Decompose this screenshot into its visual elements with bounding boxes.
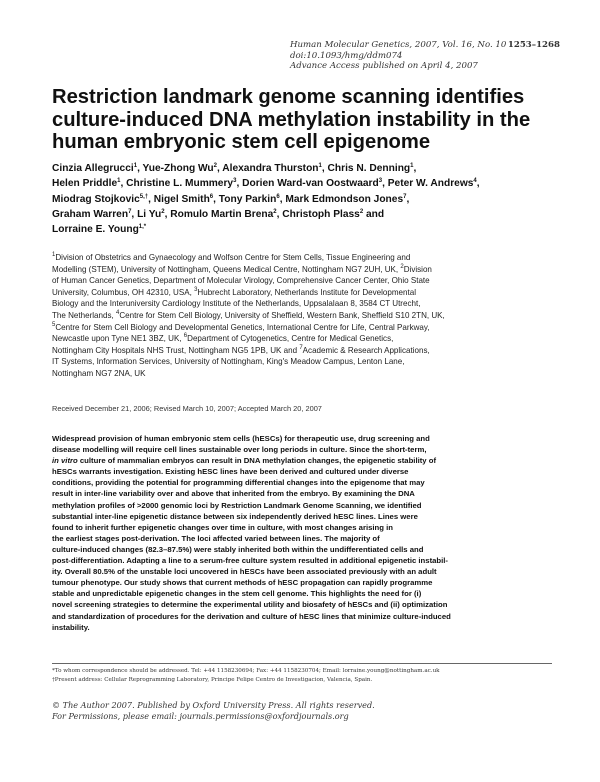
affiliation-marker: 6	[209, 193, 214, 200]
text-run: ,	[476, 178, 480, 190]
text-run: Newcastle upon Tyne NE1 3BZ, UK,	[52, 334, 184, 344]
text-run: University, Columbus, OH 42310, USA,	[52, 287, 195, 297]
text-run: Graham Warren	[52, 208, 129, 220]
text-run: methylation profiles of >2000 genomic loci by Restriction Landmark Genome Scanning, we identified	[52, 500, 422, 510]
affiliation-marker: 1	[52, 252, 56, 258]
article-title	[52, 86, 552, 154]
text-run: Helen Priddle	[52, 178, 118, 190]
author-line	[52, 176, 552, 191]
text-run: Centre for Stem Cell Biology, University of Sheffield, Western Bank, Sheffield S10 2TN, UK,	[119, 310, 445, 320]
text-run: †Present address: Cellular Reprogramming Laboratory, Principe Felipe Centro de Investigacion, Valencia, Spain.	[52, 676, 373, 683]
abstract-line	[52, 455, 552, 466]
title-line: Restriction landmark genome scanning identifies	[52, 86, 525, 108]
text-run: IT Systems, Information Services, University of Nottingham, King's Meadow Campus, Lenton Lane,	[52, 357, 405, 367]
permissions-line: For Permissions, please email: journals.permissions@oxfordjournals.org	[52, 711, 349, 722]
abstract-line	[52, 477, 552, 488]
received-dates: Received December 21, 2006; Revised March 10, 2007; Accepted March 20, 2007	[52, 404, 322, 413]
affiliation-marker: 2	[213, 163, 217, 169]
affiliations	[52, 252, 552, 380]
doi-line: doi:10.1093/hmg/ddm074	[290, 50, 403, 61]
text-run: instability.	[52, 622, 90, 632]
text-run: Department of Cytogenetics, Centre for Medical Genetics,	[187, 334, 394, 344]
affiliation-marker: 4	[473, 178, 477, 185]
text-run: Modelling (STEM), University of Nottingham, Queens Medical Centre, Nottingham NG7 2UH, UK,	[52, 264, 401, 274]
text-run: Miodrag Stojkovic	[52, 193, 140, 205]
affiliation-marker: 7	[403, 193, 407, 200]
text-run: found to inherit further epigenetic changes over time in culture, with most changes arising in	[52, 522, 393, 532]
text-run: , Mark Edmondson Jones	[279, 193, 404, 205]
affiliation-marker: 1	[117, 178, 121, 185]
affiliation-line	[52, 264, 552, 276]
affiliation-line	[52, 322, 552, 334]
text-run: tumour phenotype. Our study shows that current methods of hESC propagation can rapidly programme	[52, 578, 433, 588]
text-run: the earliest stages post-derivation. The loci affected varied between lines. The majority of	[52, 533, 380, 543]
abstract-line	[52, 522, 552, 533]
affiliation-marker: 1	[318, 163, 322, 169]
text-run: , Dorien Ward-van Oostwaard	[236, 178, 379, 190]
journal-citation-row	[290, 40, 560, 51]
abstract-line	[52, 555, 552, 566]
affiliation-line	[52, 275, 552, 287]
footnote-divider	[52, 663, 552, 664]
footnotes	[52, 667, 552, 684]
affiliation-marker: 5,†	[139, 193, 149, 200]
text-run: , Chris N. Denning	[321, 163, 411, 174]
affiliation-line	[52, 368, 552, 380]
affiliation-line	[52, 345, 552, 357]
copyright-notice	[52, 700, 552, 723]
affiliation-line	[52, 356, 552, 368]
abstract-line	[52, 588, 552, 599]
text-run: stable and unpredictable epigenetic changes in the stem cell genome. This highlights the need for (i)	[52, 589, 422, 599]
text-run: Nottingham City Hospitals NHS Trust, Nottingham NG5 1PB, UK and	[52, 345, 300, 355]
journal-header	[290, 40, 560, 72]
author-line	[52, 207, 552, 222]
abstract-line	[52, 433, 552, 444]
text-run: , Christoph Plass	[276, 208, 360, 220]
title-line: human embryonic stem cell epigenome	[52, 131, 431, 153]
text-run: Biology and the Interuniversity Cardiology Institute of the Netherlands, Uppsalalaan 8, 3584 CT Utrecht,	[52, 299, 421, 309]
affiliation-marker: 7	[299, 344, 303, 351]
text-run: , Tony Parkin	[213, 193, 277, 205]
text-run: disease modelling will require cell lines sustainable over long periods in culture. Since the short-term,	[52, 445, 427, 455]
text-run: , Romulo Martin Brena	[164, 208, 274, 220]
text-run: of Human Cancer Genetics, Department of Molecular Virology, Comprehensive Cancer Center, Ohio State	[52, 276, 430, 286]
affiliation-marker: 6	[183, 333, 188, 340]
text-run: and standardization of procedures for the derivation and culture of hESC lines that minimize culture-induced	[52, 611, 451, 621]
text-run: The Netherlands,	[52, 310, 116, 320]
text-run: Cinzia Allegrucci	[52, 163, 134, 174]
author-line	[52, 161, 552, 176]
text-run: ,	[413, 163, 417, 174]
affiliation-marker: 2	[161, 208, 165, 215]
affiliation-line	[52, 287, 552, 299]
text-run: Division of Obstetrics and Gynaecology and Wolfson Centre for Stem Cells, Tissue Engineering and	[55, 253, 411, 262]
affiliation-marker: 3	[378, 178, 383, 185]
text-run: result in inter-line variability over and above that inherited from the embryo. By examining the DNA	[52, 489, 415, 499]
affiliation-marker: 7	[128, 208, 132, 215]
abstract-line	[52, 566, 552, 577]
abstract-line	[52, 599, 552, 610]
abstract-line	[52, 511, 552, 522]
text-run: , Nigel Smith	[148, 193, 210, 205]
author-line	[52, 222, 552, 237]
text-run: substantial inter-line epigenetic distance between six independently derived hESC lines. Lines were	[52, 511, 418, 521]
text-run: ,	[406, 193, 410, 205]
copyright-line: © The Author 2007. Published by Oxford University Press. All rights reserved.	[52, 700, 375, 710]
affiliation-line	[52, 310, 552, 322]
affiliation-marker: 4	[115, 309, 120, 316]
abstract-line	[52, 488, 552, 499]
abstract-line	[52, 577, 552, 588]
text-run: , Peter W. Andrews	[382, 178, 474, 190]
text-run: , Christine L. Mummery	[120, 178, 234, 190]
abstract-line	[52, 466, 552, 477]
text-run: culture-induced changes (82.3–87.5%) were stably inherited both within the undifferentiated cells and	[52, 544, 424, 554]
journal-citation: Human Molecular Genetics, 2007, Vol. 16, No. 10	[290, 40, 507, 50]
text-run: Academic & Research Applications,	[302, 345, 430, 355]
affiliation-marker: 1,*	[138, 224, 147, 231]
text-run: , Yue-Zhong Wu	[137, 163, 214, 174]
affiliation-marker: 3	[233, 178, 237, 185]
affiliation-marker: 2	[400, 263, 404, 270]
text-run: , Alexandra Thurston	[217, 163, 319, 174]
affiliation-line	[52, 252, 552, 264]
text-run: conditions, providing the potential for programming differential changes into the epigenome that may	[52, 478, 425, 488]
abstract-line	[52, 622, 552, 633]
affiliation-line	[52, 298, 552, 310]
affiliation-marker: 1	[133, 163, 138, 169]
text-run: culture of mammalian embryos can result in DNA methylation changes, the epigenetic stability of	[77, 456, 437, 466]
abstract-line	[52, 611, 552, 622]
advance-access-line: Advance Access published on April 4, 2007	[290, 61, 478, 71]
correspondence-footnote	[52, 667, 552, 676]
text-run: ity. Overall 80.5% of the unstable loci uncovered in hESCs have been associated previously with an adult	[52, 567, 437, 577]
affiliation-marker: 2	[359, 208, 364, 215]
affiliation-marker: 1	[410, 163, 414, 169]
text-run: , Li Yu	[131, 208, 162, 220]
affiliation-marker: 5	[52, 321, 56, 328]
text-run: and	[363, 208, 385, 220]
text-run: Centre for Stem Cell Biology and Developmental Genetics, International Centre for Life, Central Parkway,	[55, 322, 430, 332]
abstract-line	[52, 500, 552, 511]
abstract	[52, 433, 552, 633]
affiliation-marker: 3	[194, 286, 198, 293]
present-address-footnote	[52, 676, 552, 685]
text-run: Lorraine E. Young	[52, 224, 139, 236]
text-run: Nottingham NG7 2NA, UK	[52, 368, 146, 378]
author-list	[52, 161, 552, 237]
abstract-line	[52, 533, 552, 544]
affiliation-marker: 2	[273, 208, 277, 215]
text-run: novel screening strategies to determine the experimental utility and biosafety of hESCs and (ii) optimization	[52, 600, 448, 610]
text-run: *To whom correspondence should be addressed. Tel: +44 1158230694; Fax: +44 1158230704; Email: lorraine.young@nottingham.ac.uk	[52, 668, 440, 674]
affiliation-line	[52, 333, 552, 345]
title-line: culture-induced DNA methylation instability in the	[52, 108, 531, 131]
text-run: hESCs warrants investigation. Existing hESC lines have been derived and cultured under diverse	[52, 467, 409, 477]
text-run: Division	[403, 264, 432, 274]
text-run: Widespread provision of human embryonic stem cells (hESCs) for therapeutic use, drug screening and	[52, 434, 430, 443]
affiliation-marker: 6	[276, 193, 280, 200]
italic-run: in vitro	[52, 456, 78, 466]
author-line	[52, 192, 552, 207]
page-range: 1253–1268	[507, 40, 560, 50]
text-run: post-differentiation. Adapting a line to a serum-free culture system resulted in additional epigenetic instabil-	[52, 556, 449, 566]
abstract-line	[52, 444, 552, 455]
text-run: Hubrecht Laboratory, Netherlands Institute for Developmental	[197, 287, 416, 297]
abstract-line	[52, 544, 552, 555]
